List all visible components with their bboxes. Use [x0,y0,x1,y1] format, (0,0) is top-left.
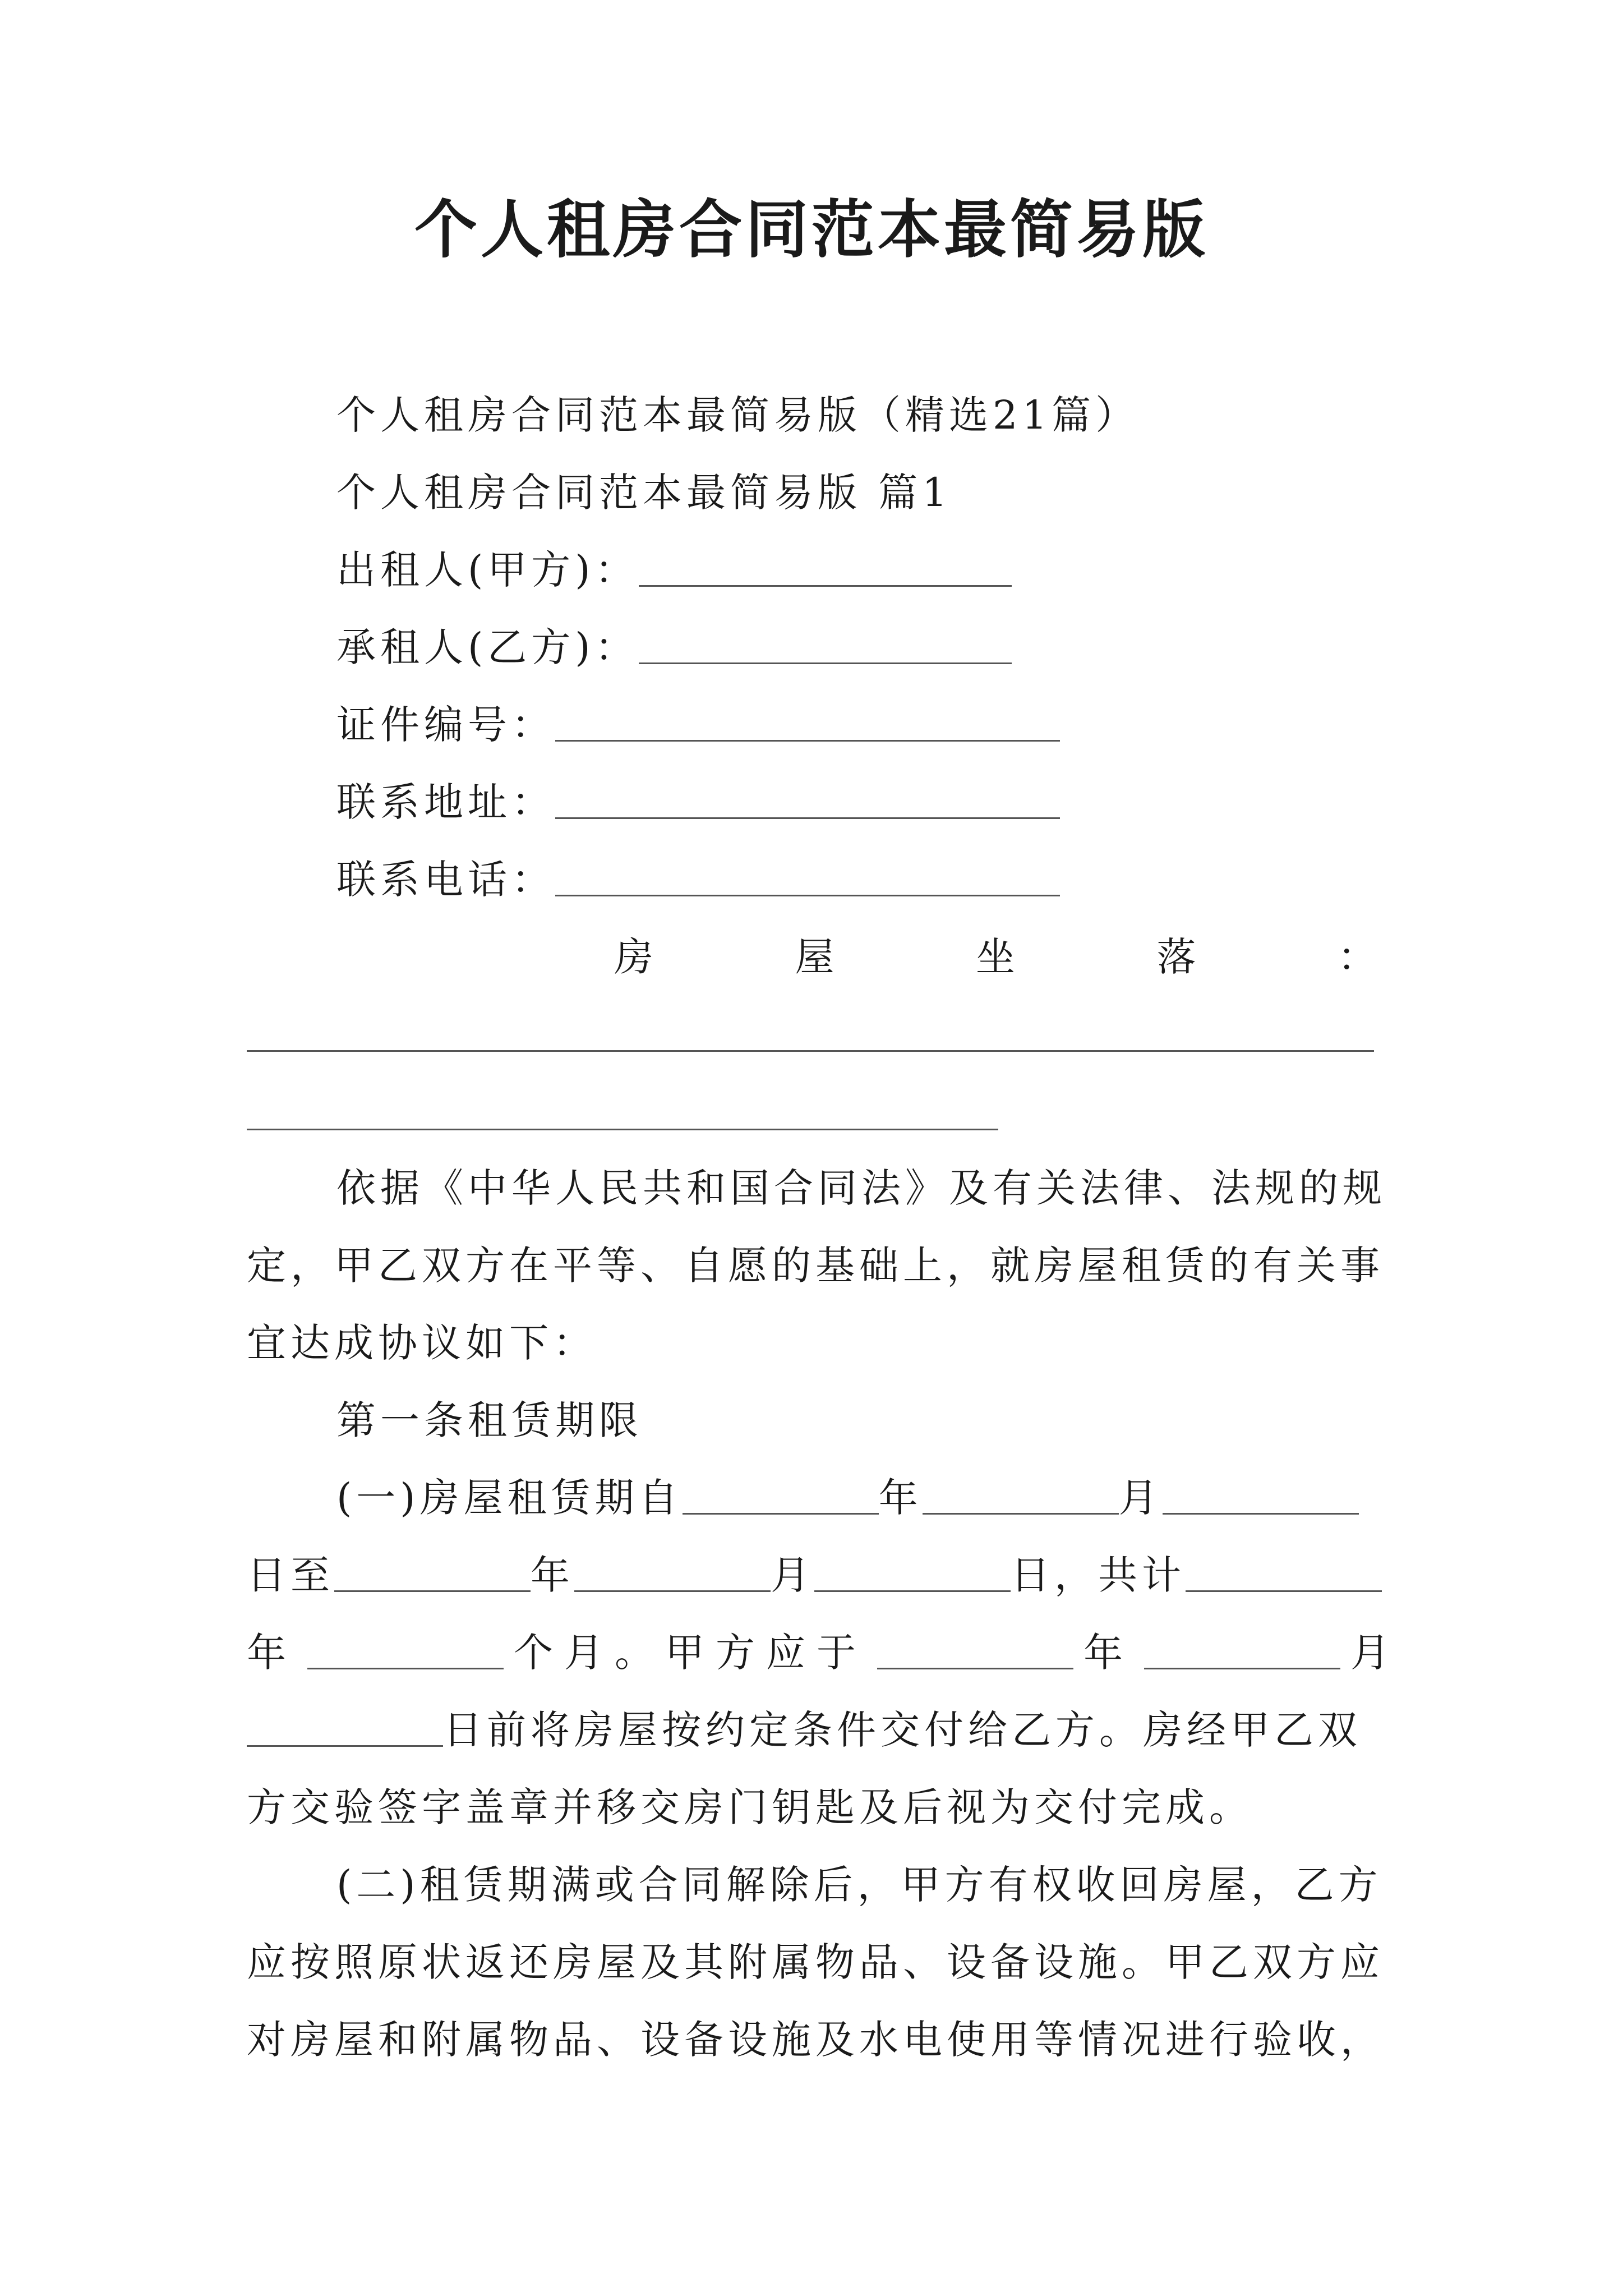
preamble-line-3: 宜达成协议如下： [247,1320,597,1366]
location-char-3: 坐 [976,934,1015,980]
lessee-row [336,619,1012,675]
month-label: 月 [1118,1475,1163,1521]
location-char-2: 屋 [795,934,834,980]
location-row [614,929,1377,985]
year-label: 年 [878,1475,923,1521]
location-blank-1 [247,1050,1374,1052]
lessor-row [336,542,1012,598]
term-line-4 [247,1702,1362,1758]
end-day-blank [814,1590,1011,1592]
end-year-blank [334,1590,531,1592]
chapter-heading: 个人租房合同范本最简易版 篇1 [336,470,952,516]
months-due-text: 个月。甲方应于 [514,1630,867,1676]
deliver-day-blank [247,1745,443,1747]
deliver-year-blank [877,1668,1073,1669]
address-label: 联系地址： [336,779,555,825]
address-row [336,774,1060,830]
day-to-text: 日至 [247,1552,334,1598]
location-colon: ： [1338,934,1377,980]
article-1-heading: 第一条租赁期限 [336,1397,643,1443]
return-line-1: (二)租赁期满或合同解除后，甲方有权收回房屋，乙方 [336,1862,1382,1908]
start-month-blank [923,1513,1119,1515]
term-start-text: (一)房屋租赁期自 [336,1475,683,1521]
phone-row [336,852,1060,908]
address-blank [555,817,1060,819]
month-label: 月 [1350,1630,1401,1676]
total-month-blank [307,1668,504,1669]
phone-blank [555,895,1060,896]
return-line-2: 应按照原状返还房屋及其附属物品、设备设施。甲乙双方应 [247,1939,1384,1985]
year-label: 年 [247,1630,297,1676]
term-line-1 [336,1470,1359,1526]
term-line-5: 方交验签字盖章并移交房门钥匙及后视为交付完成。 [247,1784,1253,1830]
id-row [336,697,1060,753]
location-char-1: 房 [614,934,653,980]
phone-label: 联系电话： [336,857,555,903]
year-label: 年 [531,1552,574,1598]
lessee-blank [639,662,1012,664]
lessee-label: 承租人(乙方)： [336,624,639,670]
id-blank [555,740,1060,742]
month-label: 月 [771,1552,814,1598]
term-line-2 [247,1547,1382,1603]
total-year-blank [1186,1590,1382,1592]
preamble-line-2: 定，甲乙双方在平等、自愿的基础上，就房屋租赁的有关事 [247,1243,1384,1289]
start-day-blank [1163,1513,1359,1515]
day-total-text: 日，共计 [1011,1552,1186,1598]
start-year-blank [683,1513,879,1515]
year-label: 年 [1083,1630,1134,1676]
term-line-3 [247,1625,1401,1681]
location-char-4: 落 [1156,934,1196,980]
end-month-blank [574,1590,771,1592]
document-title: 个人租房合同范本最简易版 [414,193,1209,266]
delivery-text: 日前将房屋按约定条件交付给乙方。房经甲乙双 [443,1707,1362,1753]
preamble-line-1: 依据《中华人民共和国合同法》及有关法律、法规的规 [336,1165,1386,1211]
return-line-3: 对房屋和附属物品、设备设施及水电使用等情况进行验收， [247,2017,1384,2063]
location-blank-2 [247,1129,998,1130]
deliver-month-blank [1144,1668,1340,1669]
id-label: 证件编号： [336,702,555,748]
subtitle: 个人租房合同范本最简易版（精选21篇） [336,392,1140,438]
lessor-label: 出租人(甲方)： [336,547,639,593]
lessor-blank [639,585,1012,587]
